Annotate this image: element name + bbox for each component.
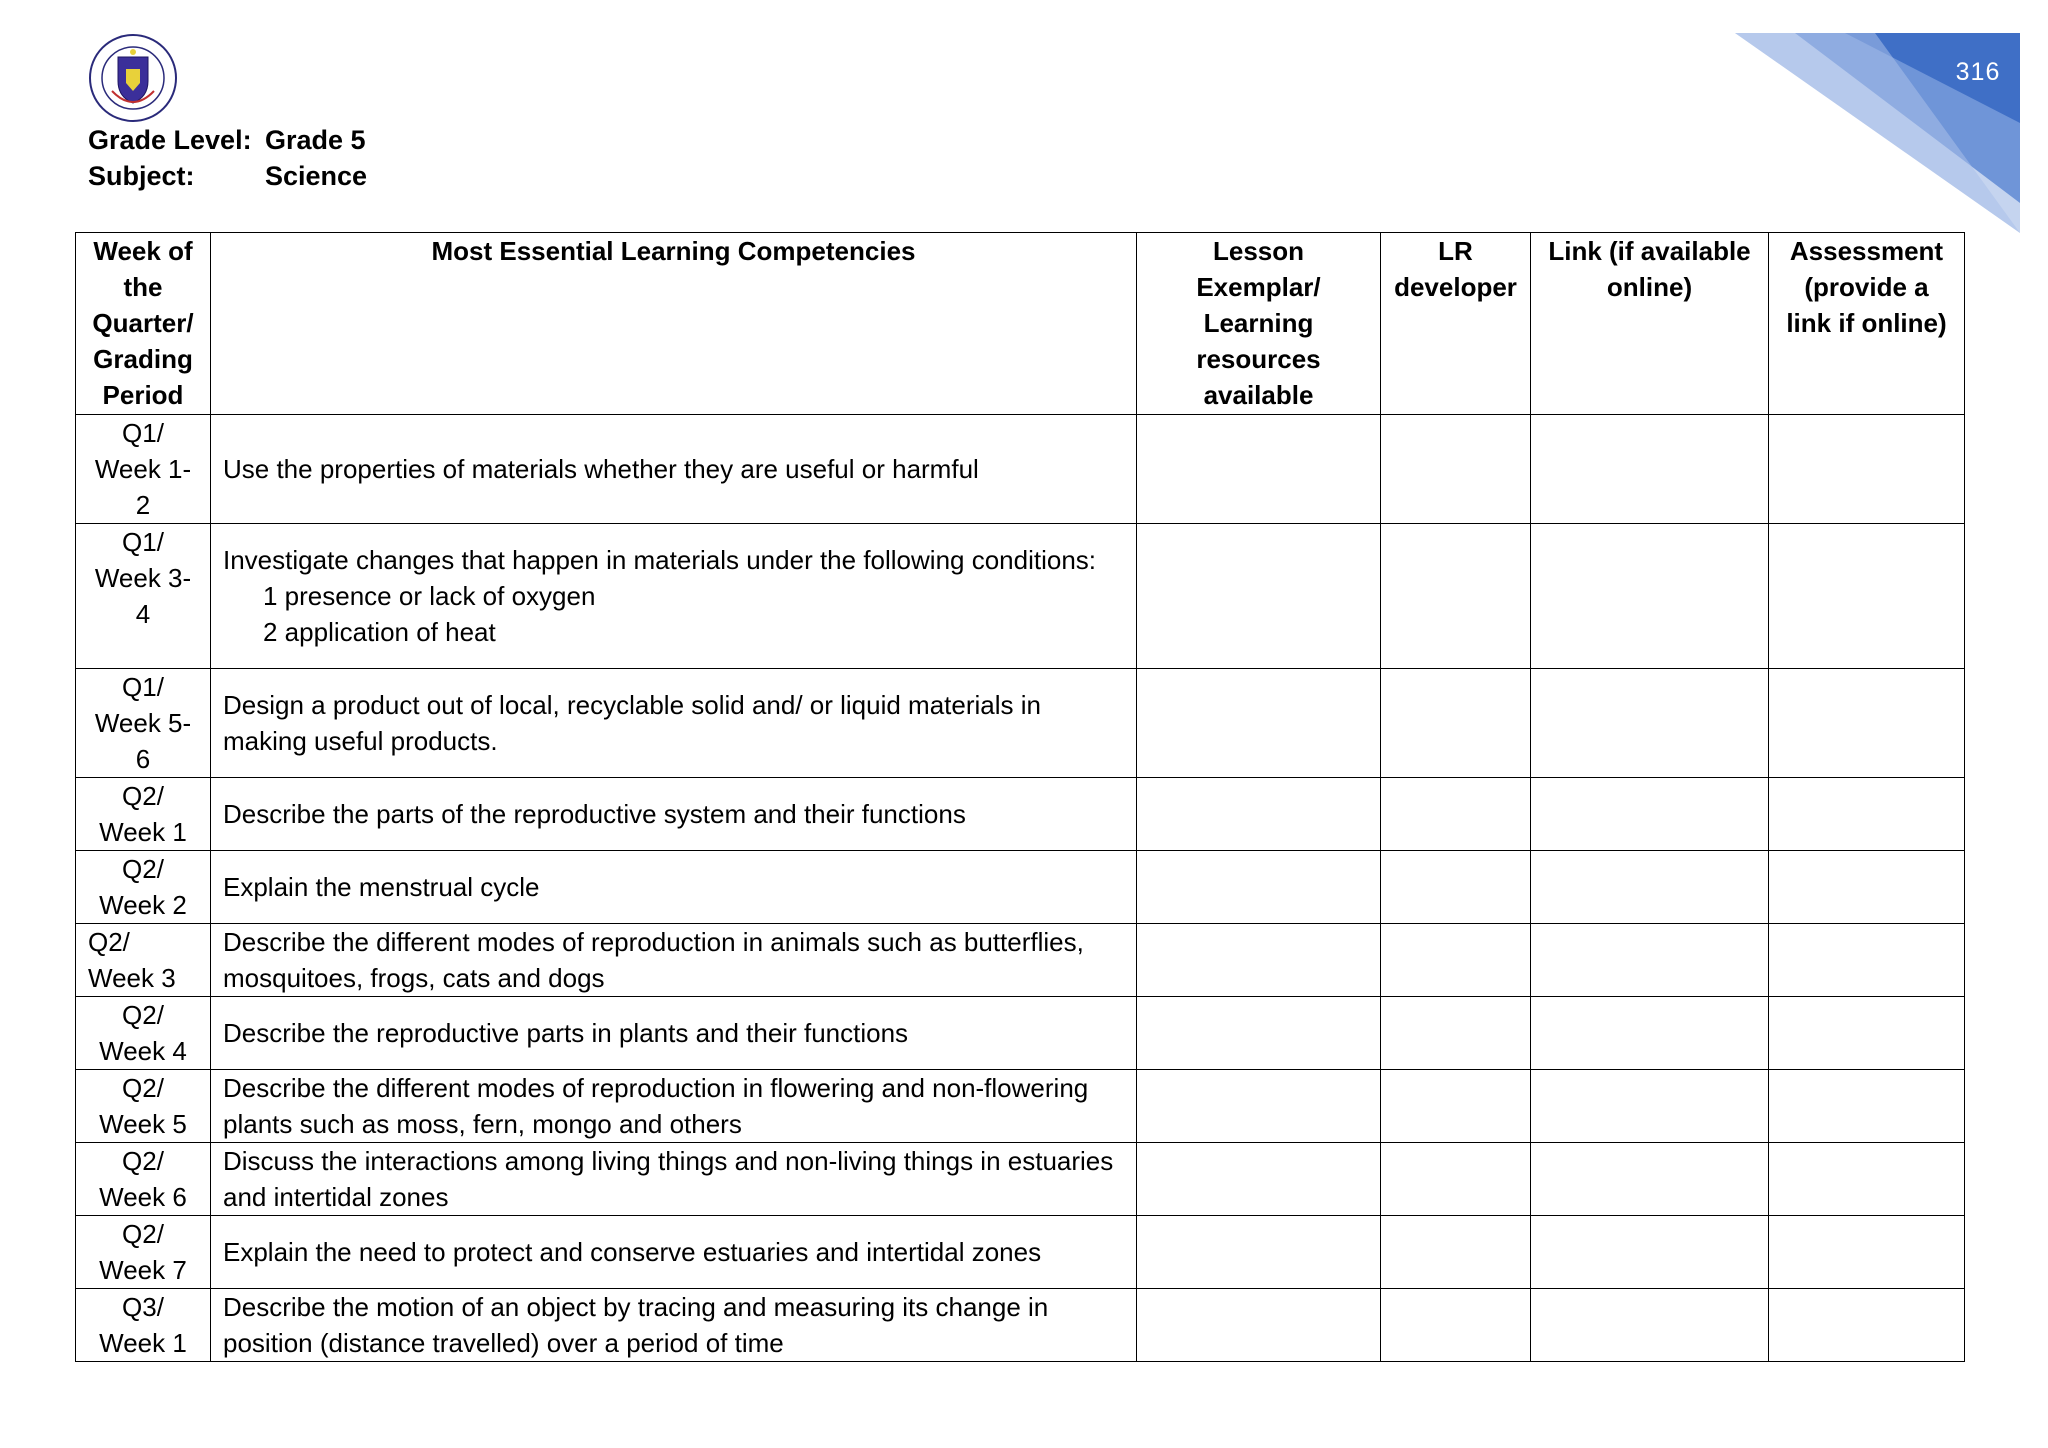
lesson-cell: [1137, 997, 1381, 1070]
link-cell: [1531, 851, 1769, 924]
lesson-cell: [1137, 415, 1381, 524]
link-cell: [1531, 1143, 1769, 1216]
link-cell: [1531, 778, 1769, 851]
competency-cell: Use the properties of materials whether they are useful or harmful: [211, 415, 1137, 524]
grade-level-value: Grade 5: [265, 125, 366, 155]
developer-cell: [1381, 1289, 1531, 1362]
table-header-row: [76, 233, 1965, 415]
developer-cell: [1381, 851, 1531, 924]
table-row: [76, 778, 1965, 851]
developer-cell: [1381, 415, 1531, 524]
table-row: [76, 1070, 1965, 1143]
lesson-cell: [1137, 1289, 1381, 1362]
header-assessment: Assessment (provide a link if online): [1769, 233, 1965, 415]
table-row: [76, 669, 1965, 778]
assessment-cell: [1769, 524, 1965, 669]
link-cell: [1531, 524, 1769, 669]
competency-cell: Describe the parts of the reproductive system and their functions: [211, 778, 1137, 851]
assessment-cell: [1769, 1289, 1965, 1362]
assessment-cell: [1769, 924, 1965, 997]
document-meta: [88, 122, 367, 194]
assessment-cell: [1769, 669, 1965, 778]
grade-level-label: Grade Level:: [88, 125, 252, 155]
competency-cell: Discuss the interactions among living things and non-living things in estuaries and intertidal zones: [211, 1143, 1137, 1216]
table-row: [76, 997, 1965, 1070]
developer-cell: [1381, 924, 1531, 997]
lesson-cell: [1137, 924, 1381, 997]
lesson-cell: [1137, 669, 1381, 778]
developer-cell: [1381, 1143, 1531, 1216]
lesson-cell: [1137, 1070, 1381, 1143]
deped-seal-logo: [88, 33, 178, 123]
header-lr-developer: LR developer: [1381, 233, 1531, 415]
competency-cell: Describe the reproductive parts in plants and their functions: [211, 997, 1137, 1070]
week-cell: Q2/ Week 2: [76, 851, 211, 924]
competency-cell: Investigate changes that happen in materials under the following conditions: 1 presence or lack of oxygen 2 application of heat: [211, 524, 1137, 669]
table-row: [76, 1143, 1965, 1216]
page-number: 316: [1955, 58, 2001, 86]
table-row: [76, 924, 1965, 997]
week-cell: Q3/ Week 1: [76, 1289, 211, 1362]
subject-row: [88, 158, 367, 194]
assessment-cell: [1769, 1143, 1965, 1216]
link-cell: [1531, 997, 1769, 1070]
subject-label: Subject:: [88, 161, 195, 191]
link-cell: [1531, 1216, 1769, 1289]
link-cell: [1531, 669, 1769, 778]
header-link: Link (if available online): [1531, 233, 1769, 415]
table-row: [76, 415, 1965, 524]
header-week: Week of the Quarter/ Grading Period: [76, 233, 211, 415]
grade-level-row: [88, 122, 367, 158]
table-row: [76, 851, 1965, 924]
week-cell: Q2/ Week 7: [76, 1216, 211, 1289]
table-row: [76, 524, 1965, 669]
week-cell: Q1/ Week 3- 4: [76, 524, 211, 669]
assessment-cell: [1769, 1216, 1965, 1289]
subject-value: Science: [265, 161, 368, 191]
lesson-cell: [1137, 1216, 1381, 1289]
link-cell: [1531, 1289, 1769, 1362]
assessment-cell: [1769, 997, 1965, 1070]
competency-cell: Design a product out of local, recyclable solid and/ or liquid materials in making useful products.: [211, 669, 1137, 778]
developer-cell: [1381, 1216, 1531, 1289]
developer-cell: [1381, 1070, 1531, 1143]
lesson-cell: [1137, 778, 1381, 851]
competencies-table: [75, 232, 1965, 1362]
week-cell: Q2/ Week 3: [76, 924, 211, 997]
week-cell: Q2/ Week 5: [76, 1070, 211, 1143]
lesson-cell: [1137, 1143, 1381, 1216]
competency-cell: Explain the need to protect and conserve estuaries and intertidal zones: [211, 1216, 1137, 1289]
week-cell: Q2/ Week 4: [76, 997, 211, 1070]
assessment-cell: [1769, 1070, 1965, 1143]
assessment-cell: [1769, 778, 1965, 851]
table-row: [76, 1216, 1965, 1289]
competency-cell: Describe the motion of an object by tracing and measuring its change in position (distance travelled) over a period of time: [211, 1289, 1137, 1362]
lesson-cell: [1137, 851, 1381, 924]
developer-cell: [1381, 669, 1531, 778]
competency-cell: Describe the different modes of reproduction in animals such as butterflies, mosquitoes, frogs, cats and dogs: [211, 924, 1137, 997]
competency-cell: Describe the different modes of reproduction in flowering and non-flowering plants such as moss, fern, mongo and others: [211, 1070, 1137, 1143]
week-cell: Q1/ Week 5- 6: [76, 669, 211, 778]
competency-cell: Explain the menstrual cycle: [211, 851, 1137, 924]
developer-cell: [1381, 524, 1531, 669]
header-lesson-exemplar: Lesson Exemplar/ Learning resources available: [1137, 233, 1381, 415]
table-row: [76, 1289, 1965, 1362]
link-cell: [1531, 1070, 1769, 1143]
developer-cell: [1381, 778, 1531, 851]
developer-cell: [1381, 997, 1531, 1070]
link-cell: [1531, 924, 1769, 997]
week-cell: Q2/ Week 6: [76, 1143, 211, 1216]
link-cell: [1531, 415, 1769, 524]
week-cell: Q1/ Week 1- 2: [76, 415, 211, 524]
assessment-cell: [1769, 851, 1965, 924]
lesson-cell: [1137, 524, 1381, 669]
assessment-cell: [1769, 415, 1965, 524]
week-cell: Q2/ Week 1: [76, 778, 211, 851]
header-competencies: Most Essential Learning Competencies: [211, 233, 1137, 415]
